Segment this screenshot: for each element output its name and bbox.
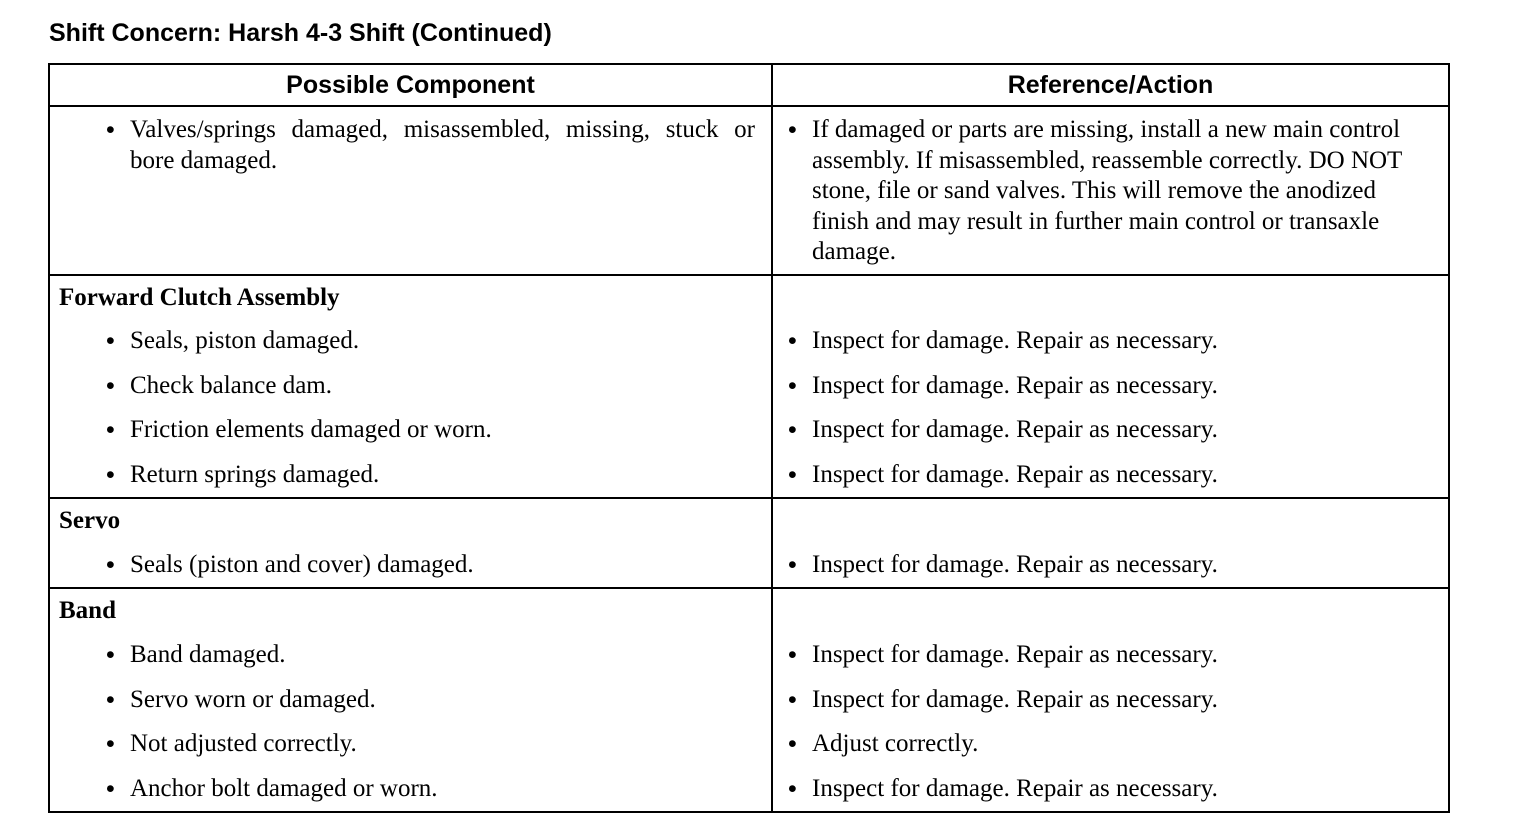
component-text: Band damaged. [130, 641, 286, 669]
section-header-row [49, 498, 1449, 543]
component-text: Check balance dam. [130, 371, 332, 399]
bullet-icon: • [106, 371, 115, 400]
table-row [49, 453, 1449, 498]
bullet-icon: • [106, 416, 115, 445]
action-text: Inspect for damage. Repair as necessary. [812, 371, 1218, 399]
action-bullet-item [773, 371, 1448, 402]
section-title-band: Band [59, 597, 116, 625]
bullet-icon: • [106, 551, 115, 579]
table-row [49, 106, 1449, 275]
action-bullet-item [773, 729, 1448, 760]
table-row [49, 633, 1449, 677]
bullet-icon: • [788, 416, 797, 445]
action-text: Inspect for damage. Repair as necessary. [812, 416, 1218, 444]
action-text: If damaged or parts are missing, install a new main control assembly. If misassembled, reassemble correctly. DO NOT stone, file or sand valves. This will remove the anodized finish and may result in further main control or transaxle damage. [812, 116, 1402, 265]
action-bullet-item [773, 326, 1448, 357]
action-text: Inspect for damage. Repair as necessary. [812, 641, 1218, 669]
bullet-icon: • [788, 327, 797, 356]
component-bullet-item [50, 115, 771, 176]
bullet-icon: • [106, 460, 115, 489]
component-bullet-item [50, 415, 771, 446]
section-header-row [49, 275, 1449, 320]
action-bullet-item [773, 115, 1448, 268]
action-bullet-item [773, 550, 1448, 581]
component-bullet-item [50, 729, 771, 760]
component-bullet-item [50, 371, 771, 402]
page-title: Shift Concern: Harsh 4-3 Shift (Continued) [49, 19, 552, 47]
diagnosis-table [48, 63, 1450, 813]
table-row [49, 364, 1449, 408]
bullet-icon: • [106, 327, 115, 356]
table-row [49, 320, 1449, 364]
table-row [49, 678, 1449, 722]
table-row [49, 408, 1449, 452]
section-title-forward-clutch: Forward Clutch Assembly [59, 283, 340, 311]
component-text: Anchor bolt damaged or worn. [130, 774, 438, 802]
section-header-row [49, 588, 1449, 633]
action-bullet-item [773, 415, 1448, 446]
component-bullet-item [50, 326, 771, 357]
header-reference-action: Reference/Action [772, 64, 1449, 106]
header-possible-component: Possible Component [49, 64, 772, 106]
action-cell [772, 106, 1449, 275]
component-text: Seals (piston and cover) damaged. [130, 551, 474, 578]
component-bullet-item [50, 550, 771, 581]
component-bullet-item [50, 774, 771, 805]
action-text: Adjust correctly. [812, 730, 979, 758]
component-text: Friction elements damaged or worn. [130, 416, 492, 444]
bullet-icon: • [788, 730, 797, 759]
bullet-icon: • [788, 551, 797, 579]
component-text: Return springs damaged. [130, 460, 380, 488]
table-row [49, 767, 1449, 812]
bullet-icon: • [788, 685, 797, 714]
bullet-icon: • [106, 774, 115, 803]
bullet-icon: • [788, 641, 797, 670]
action-bullet-item [773, 774, 1448, 805]
component-text: Not adjusted correctly. [130, 730, 357, 758]
bullet-icon: • [106, 730, 115, 759]
bullet-icon: • [788, 116, 797, 144]
table-row [49, 722, 1449, 766]
action-text: Inspect for damage. Repair as necessary. [812, 551, 1218, 578]
action-text: Inspect for damage. Repair as necessary. [812, 460, 1218, 488]
bullet-icon: • [106, 116, 115, 144]
component-bullet-item [50, 640, 771, 671]
action-bullet-item [773, 460, 1448, 491]
component-text: Valves/springs damaged, misassembled, missing, stuck or bore damaged. [130, 116, 755, 174]
component-cell [49, 106, 772, 275]
action-text: Inspect for damage. Repair as necessary. [812, 685, 1218, 713]
action-text: Inspect for damage. Repair as necessary. [812, 774, 1218, 802]
section-title-servo: Servo [59, 507, 121, 535]
component-bullet-item [50, 685, 771, 716]
component-bullet-item [50, 460, 771, 491]
table-row [49, 543, 1449, 588]
action-text: Inspect for damage. Repair as necessary. [812, 327, 1218, 355]
action-bullet-item [773, 640, 1448, 671]
bullet-icon: • [788, 774, 797, 803]
bullet-icon: • [106, 685, 115, 714]
action-bullet-item [773, 685, 1448, 716]
table-header-row [49, 64, 1449, 106]
bullet-icon: • [788, 460, 797, 489]
bullet-icon: • [788, 371, 797, 400]
bullet-icon: • [106, 641, 115, 670]
component-text: Servo worn or damaged. [130, 685, 376, 713]
component-text: Seals, piston damaged. [130, 327, 360, 355]
